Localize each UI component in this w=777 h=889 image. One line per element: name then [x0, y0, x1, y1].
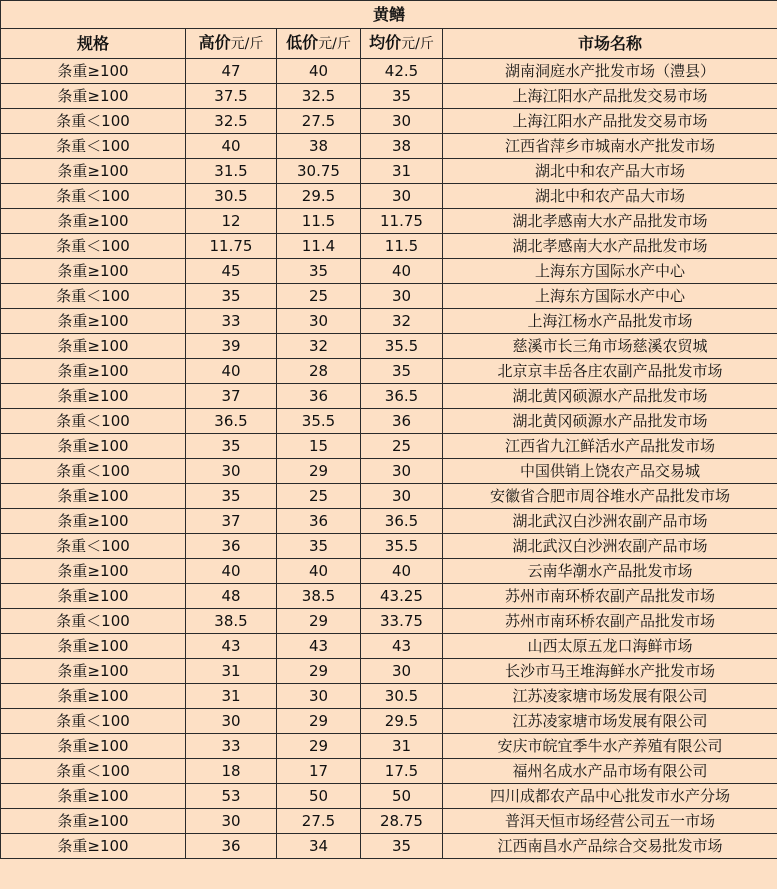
cell-high: 40	[186, 134, 277, 159]
table-row	[1, 234, 777, 259]
header-avg-label: 均价	[369, 33, 402, 52]
cell-market: 湖北武汉白沙洲农副产品市场	[443, 534, 777, 559]
cell-market: 江苏凌家塘市场发展有限公司	[443, 684, 777, 709]
cell-avg: 17.5	[361, 759, 443, 784]
cell-market: 上海东方国际水产中心	[443, 259, 777, 284]
cell-low: 35	[277, 259, 361, 284]
header-low-unit: 元/斤	[318, 36, 351, 52]
cell-high: 37.5	[186, 84, 277, 109]
table-row	[1, 209, 777, 234]
table-row	[1, 59, 777, 84]
table-row	[1, 259, 777, 284]
cell-high: 48	[186, 584, 277, 609]
cell-low: 27.5	[277, 809, 361, 834]
cell-avg: 40	[361, 559, 443, 584]
cell-low: 27.5	[277, 109, 361, 134]
cell-low: 30	[277, 684, 361, 709]
cell-market: 上海江阳水产品批发交易市场	[443, 109, 777, 134]
table-row	[1, 809, 777, 834]
cell-high: 31.5	[186, 159, 277, 184]
cell-high: 35	[186, 284, 277, 309]
cell-low: 38	[277, 134, 361, 159]
cell-low: 35	[277, 534, 361, 559]
cell-market: 苏州市南环桥农副产品批发市场	[443, 584, 777, 609]
cell-high: 30	[186, 709, 277, 734]
header-low-label: 低价	[286, 33, 319, 52]
cell-market: 苏州市南环桥农副产品批发市场	[443, 609, 777, 634]
cell-high: 33	[186, 309, 277, 334]
cell-market: 上海东方国际水产中心	[443, 284, 777, 309]
table-row	[1, 559, 777, 584]
cell-spec: 条重≥100	[1, 359, 186, 384]
cell-market: 湖北黄冈硕源水产品批发市场	[443, 384, 777, 409]
cell-avg: 36.5	[361, 384, 443, 409]
cell-spec: 条重≥100	[1, 684, 186, 709]
header-market-label: 市场名称	[578, 34, 643, 53]
title-row	[1, 1, 777, 29]
cell-spec: 条重＜100	[1, 534, 186, 559]
cell-market: 江苏凌家塘市场发展有限公司	[443, 709, 777, 734]
cell-market: 江西南昌水产品综合交易批发市场	[443, 834, 777, 859]
cell-high: 53	[186, 784, 277, 809]
cell-market: 四川成都农产品中心批发市水产分场	[443, 784, 777, 809]
table-row	[1, 634, 777, 659]
cell-spec: 条重≥100	[1, 384, 186, 409]
cell-spec: 条重＜100	[1, 459, 186, 484]
table-row	[1, 134, 777, 159]
table-row	[1, 84, 777, 109]
table-row	[1, 109, 777, 134]
cell-market: 慈溪市长三角市场慈溪农贸城	[443, 334, 777, 359]
cell-high: 40	[186, 359, 277, 384]
cell-low: 30	[277, 309, 361, 334]
table-row	[1, 434, 777, 459]
cell-low: 29.5	[277, 184, 361, 209]
table-row	[1, 409, 777, 434]
table-row	[1, 684, 777, 709]
cell-avg: 30	[361, 659, 443, 684]
cell-avg: 11.5	[361, 234, 443, 259]
cell-low: 25	[277, 284, 361, 309]
cell-spec: 条重≥100	[1, 259, 186, 284]
cell-spec: 条重＜100	[1, 759, 186, 784]
cell-spec: 条重≥100	[1, 309, 186, 334]
cell-high: 36	[186, 534, 277, 559]
table-row	[1, 784, 777, 809]
cell-high: 30	[186, 809, 277, 834]
cell-high: 45	[186, 259, 277, 284]
header-market	[443, 29, 777, 59]
table-row	[1, 584, 777, 609]
cell-avg: 30	[361, 284, 443, 309]
table-row	[1, 509, 777, 534]
cell-avg: 35	[361, 834, 443, 859]
cell-market: 上海江阳水产品批发交易市场	[443, 84, 777, 109]
cell-market: 安徽省合肥市周谷堆水产品批发市场	[443, 484, 777, 509]
cell-low: 29	[277, 659, 361, 684]
cell-avg: 35.5	[361, 334, 443, 359]
cell-low: 29	[277, 709, 361, 734]
table-row	[1, 334, 777, 359]
cell-low: 17	[277, 759, 361, 784]
cell-avg: 35	[361, 359, 443, 384]
cell-high: 31	[186, 684, 277, 709]
cell-low: 25	[277, 484, 361, 509]
cell-spec: 条重≥100	[1, 834, 186, 859]
cell-market: 湖北孝感南大水产品批发市场	[443, 234, 777, 259]
cell-spec: 条重＜100	[1, 409, 186, 434]
table-title: 黄鳝	[1, 1, 777, 29]
cell-market: 湖北中和农产品大市场	[443, 184, 777, 209]
header-avg-unit: 元/斤	[401, 36, 434, 52]
cell-avg: 28.75	[361, 809, 443, 834]
cell-avg: 30	[361, 484, 443, 509]
table-row	[1, 309, 777, 334]
cell-avg: 30.5	[361, 684, 443, 709]
cell-market: 中国供销上饶农产品交易城	[443, 459, 777, 484]
cell-market: 湖北武汉白沙洲农副产品市场	[443, 509, 777, 534]
header-avg	[361, 29, 443, 59]
cell-market: 江西省九江鲜活水产品批发市场	[443, 434, 777, 459]
cell-low: 11.5	[277, 209, 361, 234]
cell-low: 29	[277, 609, 361, 634]
cell-low: 11.4	[277, 234, 361, 259]
cell-low: 29	[277, 734, 361, 759]
cell-avg: 31	[361, 734, 443, 759]
cell-high: 47	[186, 59, 277, 84]
cell-high: 31	[186, 659, 277, 684]
header-spec-label: 规格	[76, 34, 109, 53]
cell-market: 云南华潮水产品批发市场	[443, 559, 777, 584]
cell-market: 北京京丰岳各庄农副产品批发市场	[443, 359, 777, 384]
table-row	[1, 459, 777, 484]
cell-spec: 条重≥100	[1, 484, 186, 509]
cell-avg: 32	[361, 309, 443, 334]
cell-spec: 条重＜100	[1, 234, 186, 259]
cell-high: 30.5	[186, 184, 277, 209]
cell-low: 36	[277, 384, 361, 409]
header-row	[1, 29, 777, 59]
table-row	[1, 534, 777, 559]
header-high	[186, 29, 277, 59]
cell-spec: 条重＜100	[1, 184, 186, 209]
cell-spec: 条重≥100	[1, 559, 186, 584]
cell-market: 上海江杨水产品批发市场	[443, 309, 777, 334]
cell-avg: 42.5	[361, 59, 443, 84]
cell-market: 湖南洞庭水产批发市场（澧县）	[443, 59, 777, 84]
cell-high: 33	[186, 734, 277, 759]
cell-market: 江西省萍乡市城南水产批发市场	[443, 134, 777, 159]
table-row	[1, 159, 777, 184]
cell-low: 36	[277, 509, 361, 534]
cell-spec: 条重≥100	[1, 734, 186, 759]
cell-high: 32.5	[186, 109, 277, 134]
cell-low: 40	[277, 59, 361, 84]
table-row	[1, 709, 777, 734]
header-high-label: 高价	[198, 33, 231, 52]
cell-low: 43	[277, 634, 361, 659]
cell-low: 32	[277, 334, 361, 359]
table-row	[1, 759, 777, 784]
header-low	[277, 29, 361, 59]
cell-high: 11.75	[186, 234, 277, 259]
cell-market: 湖北中和农产品大市场	[443, 159, 777, 184]
cell-low: 29	[277, 459, 361, 484]
cell-spec: 条重＜100	[1, 609, 186, 634]
cell-high: 12	[186, 209, 277, 234]
cell-spec: 条重≥100	[1, 434, 186, 459]
cell-spec: 条重≥100	[1, 634, 186, 659]
cell-spec: 条重≥100	[1, 584, 186, 609]
cell-avg: 25	[361, 434, 443, 459]
cell-spec: 条重≥100	[1, 659, 186, 684]
cell-avg: 30	[361, 184, 443, 209]
cell-spec: 条重≥100	[1, 209, 186, 234]
cell-market: 湖北孝感南大水产品批发市场	[443, 209, 777, 234]
header-spec	[1, 29, 186, 59]
cell-low: 50	[277, 784, 361, 809]
cell-high: 43	[186, 634, 277, 659]
table-row	[1, 834, 777, 859]
cell-low: 34	[277, 834, 361, 859]
cell-avg: 29.5	[361, 709, 443, 734]
cell-spec: 条重≥100	[1, 784, 186, 809]
cell-market: 普洱天恒市场经营公司五一市场	[443, 809, 777, 834]
cell-spec: 条重＜100	[1, 284, 186, 309]
table-row	[1, 384, 777, 409]
table-row	[1, 734, 777, 759]
table-row	[1, 484, 777, 509]
table-row	[1, 359, 777, 384]
cell-high: 18	[186, 759, 277, 784]
cell-avg: 33.75	[361, 609, 443, 634]
cell-spec: 条重≥100	[1, 159, 186, 184]
cell-spec: 条重＜100	[1, 134, 186, 159]
cell-high: 40	[186, 559, 277, 584]
cell-high: 35	[186, 484, 277, 509]
cell-market: 福州名成水产品市场有限公司	[443, 759, 777, 784]
cell-avg: 35.5	[361, 534, 443, 559]
cell-spec: 条重≥100	[1, 334, 186, 359]
cell-avg: 30	[361, 109, 443, 134]
cell-spec: 条重≥100	[1, 84, 186, 109]
cell-high: 37	[186, 509, 277, 534]
cell-market: 山西太原五龙口海鲜市场	[443, 634, 777, 659]
cell-low: 15	[277, 434, 361, 459]
cell-market: 安庆市皖宜季牛水产养殖有限公司	[443, 734, 777, 759]
cell-low: 38.5	[277, 584, 361, 609]
cell-market: 湖北黄冈硕源水产品批发市场	[443, 409, 777, 434]
cell-market: 长沙市马王堆海鲜水产批发市场	[443, 659, 777, 684]
cell-high: 38.5	[186, 609, 277, 634]
cell-high: 36	[186, 834, 277, 859]
cell-spec: 条重＜100	[1, 709, 186, 734]
table-row	[1, 284, 777, 309]
cell-high: 39	[186, 334, 277, 359]
cell-avg: 38	[361, 134, 443, 159]
cell-high: 35	[186, 434, 277, 459]
cell-low: 28	[277, 359, 361, 384]
cell-spec: 条重≥100	[1, 809, 186, 834]
table-row	[1, 184, 777, 209]
cell-high: 36.5	[186, 409, 277, 434]
cell-avg: 43	[361, 634, 443, 659]
cell-avg: 35	[361, 84, 443, 109]
cell-spec: 条重＜100	[1, 109, 186, 134]
cell-avg: 11.75	[361, 209, 443, 234]
header-high-unit: 元/斤	[230, 36, 264, 52]
cell-high: 37	[186, 384, 277, 409]
cell-avg: 50	[361, 784, 443, 809]
cell-low: 35.5	[277, 409, 361, 434]
cell-high: 30	[186, 459, 277, 484]
cell-low: 32.5	[277, 84, 361, 109]
cell-low: 40	[277, 559, 361, 584]
cell-avg: 40	[361, 259, 443, 284]
table-row	[1, 659, 777, 684]
cell-low: 30.75	[277, 159, 361, 184]
cell-spec: 条重≥100	[1, 509, 186, 534]
cell-spec: 条重≥100	[1, 59, 186, 84]
cell-avg: 31	[361, 159, 443, 184]
cell-avg: 36	[361, 409, 443, 434]
cell-avg: 43.25	[361, 584, 443, 609]
table-row	[1, 609, 777, 634]
cell-avg: 36.5	[361, 509, 443, 534]
cell-avg: 30	[361, 459, 443, 484]
